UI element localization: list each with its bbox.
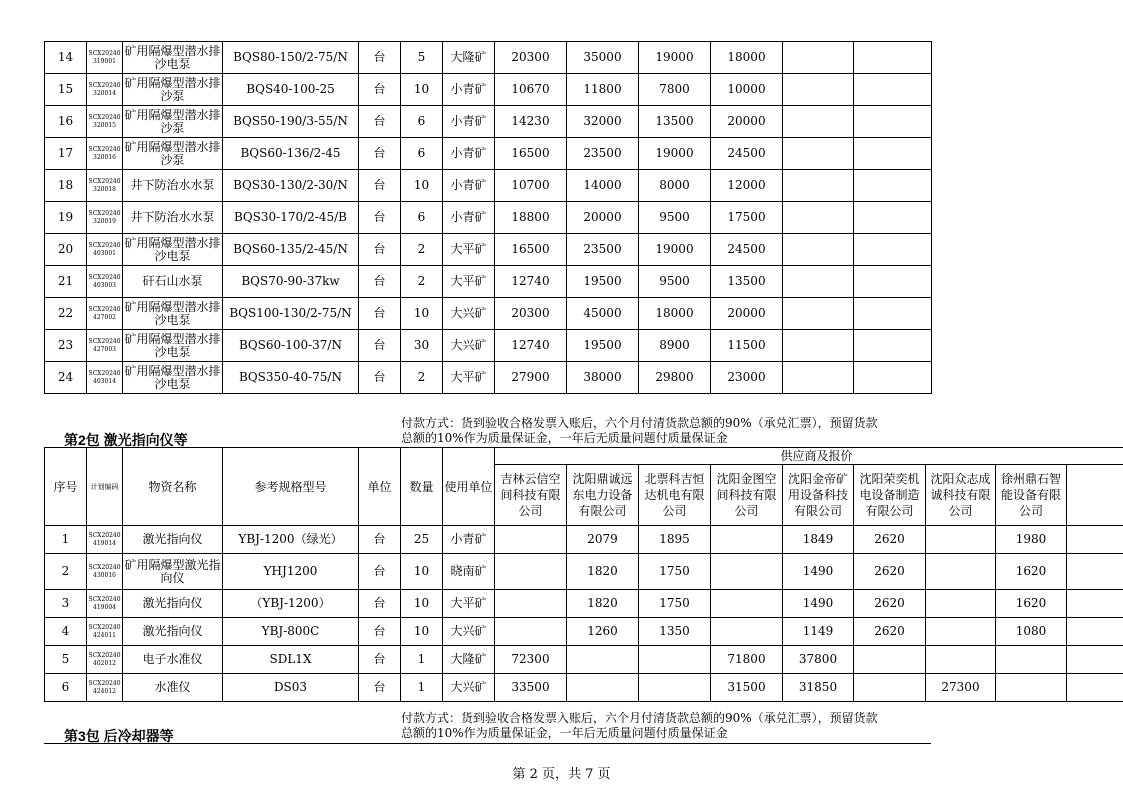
row-number: 14: [45, 42, 87, 74]
pack2-payment-terms: [401, 416, 931, 446]
plan-code: SCX20240427002: [87, 298, 123, 330]
pack3-underline: [44, 743, 931, 744]
price-cell: 10700: [495, 170, 567, 202]
quantity: 5: [401, 42, 443, 74]
using-unit: 大平矿: [443, 266, 495, 298]
price-cell: 9500: [639, 266, 711, 298]
price-cell: [711, 590, 783, 618]
header-code: 计划编码: [87, 448, 123, 526]
price-cell: [711, 554, 783, 590]
price-cell: [783, 138, 854, 170]
material-name: 矿用隔爆型潜水排沙电泵: [123, 330, 223, 362]
price-cell: [854, 106, 932, 138]
price-cell: [854, 362, 932, 394]
price-cell-blank: [1067, 646, 1123, 674]
unit: 台: [359, 590, 401, 618]
quantity: 6: [401, 138, 443, 170]
material-name: 矿用隔爆型潜水排沙电泵: [123, 298, 223, 330]
row-number: 18: [45, 170, 87, 202]
plan-code: SCX20240319001: [87, 42, 123, 74]
row-number: 24: [45, 362, 87, 394]
supplier-header: 北票科吉恒达机电有限公司: [639, 465, 711, 526]
row-number: 1: [45, 526, 87, 554]
quantity: 6: [401, 202, 443, 234]
price-cell: [495, 526, 567, 554]
price-cell: [854, 266, 932, 298]
material-name: 矿用隔爆型潜水排沙泵: [123, 74, 223, 106]
unit: 台: [359, 362, 401, 394]
plan-code: SCX20240320018: [87, 170, 123, 202]
row-number: 15: [45, 74, 87, 106]
material-name: 矿用隔爆型潜水排沙泵: [123, 106, 223, 138]
unit: 台: [359, 74, 401, 106]
quantity: 10: [401, 298, 443, 330]
price-cell: 2620: [854, 526, 926, 554]
spec-model: （YBJ-1200）: [223, 590, 359, 618]
price-cell: [854, 74, 932, 106]
quantity: 25: [401, 526, 443, 554]
header-name: 物资名称: [123, 448, 223, 526]
plan-code: SCX20240320016: [87, 138, 123, 170]
price-cell: 24500: [711, 138, 783, 170]
price-cell: [783, 330, 854, 362]
row-number: 2: [45, 554, 87, 590]
spec-model: BQS80-150/2-75/N: [223, 42, 359, 74]
spec-model: BQS70-90-37kw: [223, 266, 359, 298]
price-cell: 20000: [711, 298, 783, 330]
price-cell: 23000: [711, 362, 783, 394]
table-row: [45, 330, 932, 362]
price-cell: 8900: [639, 330, 711, 362]
quantity: 6: [401, 106, 443, 138]
price-cell: 10670: [495, 74, 567, 106]
row-number: 3: [45, 590, 87, 618]
row-number: 23: [45, 330, 87, 362]
price-cell: 1149: [783, 618, 854, 646]
price-cell: 11500: [711, 330, 783, 362]
price-cell: [854, 298, 932, 330]
price-cell: 19000: [639, 234, 711, 266]
price-cell: 1490: [783, 590, 854, 618]
price-cell: 1895: [639, 526, 711, 554]
spec-model: BQS60-100-37/N: [223, 330, 359, 362]
plan-code: SCX20240403014: [87, 362, 123, 394]
price-cell: [783, 266, 854, 298]
plan-code: SCX20240320019: [87, 202, 123, 234]
price-cell: 27300: [926, 674, 996, 702]
price-cell: 2620: [854, 590, 926, 618]
plan-code: SCX20240402012: [87, 646, 123, 674]
header-no: 序号: [45, 448, 87, 526]
unit: 台: [359, 618, 401, 646]
unit: 台: [359, 330, 401, 362]
price-cell: [926, 618, 996, 646]
price-cell: [495, 554, 567, 590]
price-cell: 23500: [567, 138, 639, 170]
using-unit: 大兴矿: [443, 618, 495, 646]
price-cell: 16500: [495, 234, 567, 266]
supplier-header: 吉林云信空间科技有限公司: [495, 465, 567, 526]
price-cell: [495, 590, 567, 618]
page-footer: 第 2 页，共 7 页: [512, 767, 611, 782]
price-cell: 1620: [996, 554, 1067, 590]
using-unit: 小青矿: [443, 202, 495, 234]
price-cell: 14230: [495, 106, 567, 138]
quantity: 10: [401, 74, 443, 106]
price-cell: [783, 298, 854, 330]
pack2-title: 第2包 激光指向仪等: [64, 432, 188, 448]
spec-model: BQS60-136/2-45: [223, 138, 359, 170]
price-cell-blank: [1067, 674, 1123, 702]
table-row: [45, 526, 1123, 554]
using-unit: 小青矿: [443, 170, 495, 202]
unit: 台: [359, 202, 401, 234]
table-row: [45, 298, 932, 330]
supplier-header: 沈阳荣奕机电设备制造有限公司: [854, 465, 926, 526]
header-qty: 数量: [401, 448, 443, 526]
price-cell: 8000: [639, 170, 711, 202]
price-cell: [639, 674, 711, 702]
row-number: 5: [45, 646, 87, 674]
price-cell: [711, 526, 783, 554]
using-unit: 小青矿: [443, 526, 495, 554]
quantity: 10: [401, 554, 443, 590]
price-cell: 1490: [783, 554, 854, 590]
table-row: [45, 74, 932, 106]
quantity: 2: [401, 266, 443, 298]
price-cell: [783, 170, 854, 202]
table-row: [45, 138, 932, 170]
price-cell: [996, 674, 1067, 702]
plan-code: SCX20240419014: [87, 526, 123, 554]
material-name: 矸石山水泵: [123, 266, 223, 298]
price-cell: 9500: [639, 202, 711, 234]
quantity: 10: [401, 590, 443, 618]
price-cell: 1849: [783, 526, 854, 554]
plan-code: SCX20240320014: [87, 74, 123, 106]
spec-model: DS03: [223, 674, 359, 702]
price-cell: 10000: [711, 74, 783, 106]
price-cell: [567, 674, 639, 702]
price-cell: [854, 234, 932, 266]
price-cell: 32000: [567, 106, 639, 138]
material-name: 电子水准仪: [123, 646, 223, 674]
price-cell: [854, 42, 932, 74]
price-cell: [567, 646, 639, 674]
header-unit: 单位: [359, 448, 401, 526]
table-row: [45, 674, 1123, 702]
price-cell: 24500: [711, 234, 783, 266]
using-unit: 小青矿: [443, 74, 495, 106]
price-cell: 27900: [495, 362, 567, 394]
plan-code: SCX20240430016: [87, 554, 123, 590]
price-cell: 2620: [854, 618, 926, 646]
quantity: 1: [401, 674, 443, 702]
price-cell: 11800: [567, 74, 639, 106]
price-cell-blank: [1067, 618, 1123, 646]
plan-code: SCX20240427003: [87, 330, 123, 362]
supplier-header: 徐州鼎石智能设备有限公司: [996, 465, 1067, 526]
price-cell: 13500: [639, 106, 711, 138]
pack2-payment-line2: 总额的10%作为质量保证金，一年后无质量问题付质量保证金: [401, 431, 728, 445]
row-number: 4: [45, 618, 87, 646]
price-cell: 7800: [639, 74, 711, 106]
price-cell: 23500: [567, 234, 639, 266]
table-row: [45, 646, 1123, 674]
price-cell: [495, 618, 567, 646]
unit: 台: [359, 106, 401, 138]
price-cell: 20300: [495, 42, 567, 74]
price-cell: [639, 646, 711, 674]
price-cell-blank: [1067, 590, 1123, 618]
price-cell: [854, 138, 932, 170]
price-cell: 1820: [567, 590, 639, 618]
price-cell: [783, 42, 854, 74]
material-name: 矿用隔爆型潜水排沙电泵: [123, 362, 223, 394]
using-unit: 大平矿: [443, 234, 495, 266]
supplier-header-blank: [1067, 465, 1123, 526]
spec-model: BQS350-40-75/N: [223, 362, 359, 394]
price-cell: 19500: [567, 266, 639, 298]
price-cell: 38000: [567, 362, 639, 394]
unit: 台: [359, 646, 401, 674]
price-cell: [926, 590, 996, 618]
spec-model: BQS60-135/2-45/N: [223, 234, 359, 266]
price-cell: [783, 74, 854, 106]
pack3-title: 第3包 后冷却器等: [64, 728, 174, 744]
quantity: 1: [401, 646, 443, 674]
price-cell: [996, 646, 1067, 674]
price-cell: 31850: [783, 674, 854, 702]
price-cell: 12000: [711, 170, 783, 202]
price-cell: 1350: [639, 618, 711, 646]
price-cell: 16500: [495, 138, 567, 170]
unit: 台: [359, 674, 401, 702]
price-cell: 13500: [711, 266, 783, 298]
price-cell: 12740: [495, 266, 567, 298]
supplier-header: 沈阳金帝矿用设备科技有限公司: [783, 465, 854, 526]
material-name: 矿用隔爆型潜水排沙泵: [123, 138, 223, 170]
price-cell: 1750: [639, 590, 711, 618]
price-cell: 20300: [495, 298, 567, 330]
price-cell: 1080: [996, 618, 1067, 646]
price-cell: 45000: [567, 298, 639, 330]
spec-model: YBJ-1200（绿光）: [223, 526, 359, 554]
price-cell: 31500: [711, 674, 783, 702]
price-cell: [783, 362, 854, 394]
material-name: 水准仪: [123, 674, 223, 702]
table-row: [45, 266, 932, 298]
spec-model: BQS40-100-25: [223, 74, 359, 106]
pack1-table: [44, 41, 932, 394]
using-unit: 大平矿: [443, 590, 495, 618]
price-cell: [854, 646, 926, 674]
header-suppliers-group: 供应商及报价: [495, 448, 1123, 465]
price-cell-blank: [1067, 554, 1123, 590]
spec-model: BQS50-190/3-55/N: [223, 106, 359, 138]
using-unit: 大隆矿: [443, 646, 495, 674]
quantity: 2: [401, 362, 443, 394]
material-name: 井下防治水水泵: [123, 170, 223, 202]
price-cell: [854, 202, 932, 234]
spec-model: BQS100-130/2-75/N: [223, 298, 359, 330]
plan-code: SCX20240424012: [87, 674, 123, 702]
table-row: [45, 618, 1123, 646]
price-cell: 12740: [495, 330, 567, 362]
table-row: [45, 362, 932, 394]
price-cell: 71800: [711, 646, 783, 674]
spec-model: SDL1X: [223, 646, 359, 674]
pack3-payment-line1: 付款方式：货到验收合格发票入账后，六个月付清货款总额的90%（承兑汇票），预留货款: [401, 711, 878, 725]
price-cell: 33500: [495, 674, 567, 702]
price-cell: 1980: [996, 526, 1067, 554]
price-cell: [926, 554, 996, 590]
price-cell: 20000: [567, 202, 639, 234]
price-cell: 72300: [495, 646, 567, 674]
header-user: 使用单位: [443, 448, 495, 526]
material-name: 激光指向仪: [123, 526, 223, 554]
pack3-payment-line2: 总额的10%作为质量保证金，一年后无质量问题付质量保证金: [401, 726, 728, 740]
plan-code: SCX20240424011: [87, 618, 123, 646]
using-unit: 晓南矿: [443, 554, 495, 590]
price-cell: 18000: [711, 42, 783, 74]
material-name: 矿用隔爆型潜水排沙电泵: [123, 42, 223, 74]
price-cell: 1820: [567, 554, 639, 590]
row-number: 20: [45, 234, 87, 266]
material-name: 井下防治水水泵: [123, 202, 223, 234]
spec-model: BQS30-170/2-45/B: [223, 202, 359, 234]
price-cell: [711, 618, 783, 646]
price-cell: [854, 170, 932, 202]
pack3-payment-terms: [401, 711, 931, 741]
price-cell: [926, 646, 996, 674]
price-cell: 18000: [639, 298, 711, 330]
using-unit: 大平矿: [443, 362, 495, 394]
table-row: [45, 42, 932, 74]
using-unit: 大隆矿: [443, 42, 495, 74]
spec-model: YBJ-800C: [223, 618, 359, 646]
quantity: 2: [401, 234, 443, 266]
price-cell: 1750: [639, 554, 711, 590]
using-unit: 大兴矿: [443, 330, 495, 362]
unit: 台: [359, 138, 401, 170]
price-cell: 18800: [495, 202, 567, 234]
supplier-header: 沈阳金图空间科技有限公司: [711, 465, 783, 526]
unit: 台: [359, 170, 401, 202]
price-cell: 14000: [567, 170, 639, 202]
material-name: 矿用隔爆型激光指向仪: [123, 554, 223, 590]
price-cell: 35000: [567, 42, 639, 74]
price-cell-blank: [1067, 526, 1123, 554]
unit: 台: [359, 554, 401, 590]
plan-code: SCX20240403001: [87, 234, 123, 266]
using-unit: 大兴矿: [443, 298, 495, 330]
material-name: 激光指向仪: [123, 618, 223, 646]
pack2-table: [44, 447, 1123, 702]
table-row: [45, 202, 932, 234]
header-spec: 参考规格型号: [223, 448, 359, 526]
price-cell: 19000: [639, 42, 711, 74]
row-number: 22: [45, 298, 87, 330]
price-cell: 1620: [996, 590, 1067, 618]
price-cell: [854, 330, 932, 362]
price-cell: 19000: [639, 138, 711, 170]
pack2-payment-line1: 付款方式：货到验收合格发票入账后，六个月付清货款总额的90%（承兑汇票），预留货款: [401, 416, 878, 430]
supplier-header: 沈阳鼎诚远东电力设备有限公司: [567, 465, 639, 526]
table-row: [45, 590, 1123, 618]
row-number: 6: [45, 674, 87, 702]
unit: 台: [359, 42, 401, 74]
price-cell: [926, 526, 996, 554]
price-cell: 2620: [854, 554, 926, 590]
table-row: [45, 170, 932, 202]
price-cell: [783, 106, 854, 138]
price-cell: 37800: [783, 646, 854, 674]
price-cell: 1260: [567, 618, 639, 646]
price-cell: 2079: [567, 526, 639, 554]
table-row: [45, 234, 932, 266]
row-number: 16: [45, 106, 87, 138]
row-number: 17: [45, 138, 87, 170]
using-unit: 小青矿: [443, 138, 495, 170]
price-cell: 29800: [639, 362, 711, 394]
price-cell: [783, 202, 854, 234]
price-cell: [783, 234, 854, 266]
unit: 台: [359, 234, 401, 266]
quantity: 30: [401, 330, 443, 362]
unit: 台: [359, 526, 401, 554]
quantity: 10: [401, 618, 443, 646]
row-number: 21: [45, 266, 87, 298]
using-unit: 大兴矿: [443, 674, 495, 702]
row-number: 19: [45, 202, 87, 234]
plan-code: SCX20240403003: [87, 266, 123, 298]
unit: 台: [359, 266, 401, 298]
unit: 台: [359, 298, 401, 330]
spec-model: YHJ1200: [223, 554, 359, 590]
supplier-header: 沈阳众志成诚科技有限公司: [926, 465, 996, 526]
spec-model: BQS30-130/2-30/N: [223, 170, 359, 202]
price-cell: 17500: [711, 202, 783, 234]
using-unit: 小青矿: [443, 106, 495, 138]
plan-code: SCX20240419004: [87, 590, 123, 618]
material-name: 激光指向仪: [123, 590, 223, 618]
table-row: [45, 106, 932, 138]
table-row: [45, 554, 1123, 590]
price-cell: [854, 674, 926, 702]
material-name: 矿用隔爆型潜水排沙电泵: [123, 234, 223, 266]
price-cell: 19500: [567, 330, 639, 362]
plan-code: SCX20240320015: [87, 106, 123, 138]
price-cell: 20000: [711, 106, 783, 138]
quantity: 10: [401, 170, 443, 202]
